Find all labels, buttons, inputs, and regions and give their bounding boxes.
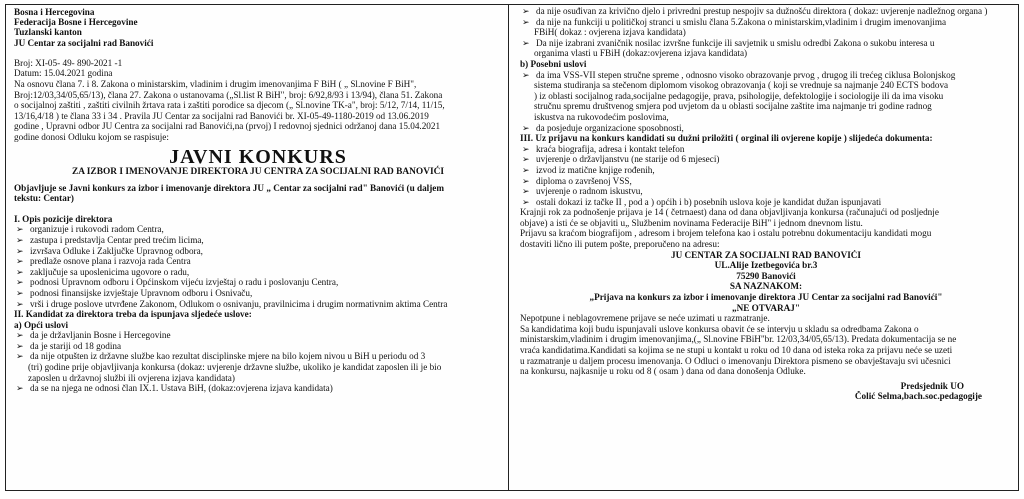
arrow-bullet-icon: ➢ xyxy=(16,245,24,256)
list-item: ➢ podnosi Upravnom odboru i Općinskom vijeću izvještaj o radu i poslovanju Centra, xyxy=(16,277,339,288)
list-item-continuation: FBiH( dokaz : ovjerena izjava kandidata) xyxy=(534,27,686,38)
preamble-line: Na osnovu člana 7. i 8. Zakona o ministarskim, vladinim i drugim imenovanjima F BiH ( „ Sl.novine F BiH", xyxy=(14,79,417,89)
address-line: JU CENTAR ZA SOCIJALNI RAD BANOVIĆI xyxy=(671,249,861,260)
document-date: Datum: 15.04.2021 godina xyxy=(14,68,113,79)
arrow-bullet-icon: ➢ xyxy=(16,351,24,362)
arrow-bullet-icon: ➢ xyxy=(16,383,24,394)
header-line: Federacija Bosne i Hercegovine xyxy=(14,17,138,28)
list-item: ➢ podnosi finansijske izvještaje Upravnom odboru i Osnivaču, xyxy=(16,287,253,298)
arrow-bullet-icon: ➢ xyxy=(522,37,530,48)
arrow-bullet-icon: ➢ xyxy=(522,154,530,165)
arrow-bullet-icon: ➢ xyxy=(522,186,530,197)
address-line: 75290 Banovići xyxy=(736,270,796,281)
section-2a-list-continued xyxy=(520,6,1012,59)
arrow-bullet-icon: ➢ xyxy=(16,330,24,341)
list-item: ➢ zaključuje sa uposlenicima ugovore o radu, xyxy=(16,266,190,277)
header-line: Bosna i Hercegovina xyxy=(14,7,95,17)
list-item: ➢ Da nije izabrani zvaničnik nosilac izvršne funkcije ili savjetnik u smislu odredbi Zakona o sukobu interesa u xyxy=(522,37,935,48)
submission-paragraph xyxy=(520,228,1012,249)
section-2-heading: II. Kandidat za direktora treba da ispunjava sljedeće uslove: xyxy=(14,309,252,320)
closing-paragraph xyxy=(520,313,1012,377)
section-2b-heading: b) Posebni uslovi xyxy=(520,58,587,69)
right-column xyxy=(510,5,1018,490)
section-2a-heading: a) Opći uslovi xyxy=(14,319,69,330)
paragraph-line: vraća kandidatima.Kandidati sa kojima se ne stupi u kontakt u roku od 10 dana od isteka roka za prijavu neće se uzeti xyxy=(520,345,953,355)
arrow-bullet-icon: ➢ xyxy=(16,224,24,235)
list-item-continuation: organima vlasti u FBiH (dokaz:ovjerena izjava kandidata) xyxy=(534,48,748,59)
paragraph-line: na konkursu, najkasnije u roku od 8 ( osam ) dana od dana donošenja Odluke. xyxy=(520,366,806,377)
address-line: „Prijava na konkurs za izbor i imenovanje direktora JU Centar za socijalni rad Banovići" xyxy=(589,292,943,303)
intro xyxy=(14,183,502,204)
preamble-line: o socijalnoj zaštiti , zaštiti civilnih žrtava rata i zaštiti porodice sa djecom („ Sl.novine TK-a", broj: 5/12, 7/14, 11/15, xyxy=(14,100,445,111)
arrow-bullet-icon: ➢ xyxy=(522,122,530,133)
arrow-bullet-icon: ➢ xyxy=(16,340,24,351)
list-item: ➢ kraća biografija, adresa i kontakt telefon xyxy=(522,143,685,154)
list-item: ➢ zastupa i predstavlja Centar pred trećim licima, xyxy=(16,234,204,245)
list-item: ➢ da posjeduje organizacione sposobnosti, xyxy=(522,122,684,133)
section-2a-list xyxy=(14,330,502,394)
list-item-continuation: (tri) godine prije objavljivanja konkursa (dokaz: uvjerenje državne službe, ukoliko je kandidat zaposlen ili je bio xyxy=(28,362,442,373)
reference-number: Broj: XI-05- 49- 890-2021 -1 xyxy=(14,57,123,68)
intro-line: tekstu: Centar) xyxy=(14,193,74,204)
list-item-continuation: zaposlen u državnoj službi ili ovjerena izjava kandidata) xyxy=(28,372,235,383)
list-item: ➢ diploma o završenoj VSS, xyxy=(522,175,632,186)
paragraph-line: Krajnji rok za podnošenje prijava je 14 ( četrnaest) dana od dana objavljivanja konkursa (računajući od posljednje xyxy=(520,207,939,218)
list-item: ➢ izvod iz matične knjige rođenih, xyxy=(522,164,655,175)
list-item: ➢ da nije osuđivan za krivično djelo i privredni prestup nespojiv sa dužnošću direktora ( dokaz: uvjerenje nadležnog organa ) xyxy=(522,6,988,16)
list-item: ➢ da je državljanin Bosne i Hercegovine xyxy=(16,330,171,341)
signatory-name: Čolić Selma,bach.soc.pedagogije xyxy=(854,391,982,402)
list-item: ➢ da ima VSS-VII stepen stručne spreme , odnosno visoko obrazovanje prvog , drugog ili trećeg ciklusa Bolonjskog xyxy=(522,69,956,80)
header-line: Tuzlanski kanton xyxy=(14,27,82,38)
paragraph-line: dostaviti lično ili putem pošte, preporučeno na adresu: xyxy=(520,239,720,250)
section-3-heading: III. Uz prijavu na konkurs kandidati su dužni priložiti ( orginal ili ovjerene kopije ) slijedeća dokumenta: xyxy=(520,133,933,144)
list-item-continuation: stručnu spremu društvenog smjera pod uvjetom da u oblasti socijalne zaštite ima najmanje tri godine radnog xyxy=(534,101,932,112)
list-item-continuation: sistema studiranja sa stečenom diplomom visokog obrazovanja ( koji se vrednuje sa najmanje 240 ECTS bodova xyxy=(534,80,949,91)
list-item: ➢ ostali dokazi iz tačke II , pod a ) općih i b) posebnih uslova koje je kandidat dužan ispunjavati xyxy=(522,196,882,207)
arrow-bullet-icon: ➢ xyxy=(16,234,24,245)
preamble xyxy=(14,79,502,143)
list-item: ➢ predlaže osnove plana i razvoja rada Centra xyxy=(16,256,191,267)
list-item: ➢ uvjerenje o državljanstvu (ne starije od 6 mjeseci) xyxy=(522,154,720,165)
preamble-line: godine , Upravni odbor JU Centra za socijalni rad Banovići,na (prvoj) I redovnoj sjednici održanoj dana 15.04.2021 xyxy=(14,121,441,132)
deadline-paragraph xyxy=(520,207,1012,228)
list-item: ➢ organizuje i rukovodi radom Centra, xyxy=(16,224,164,235)
preamble-line: godine donosi Odluku kojom se raspisuje: xyxy=(14,131,169,142)
arrow-bullet-icon: ➢ xyxy=(522,164,530,175)
signature-block xyxy=(520,381,1012,402)
document-subtitle: ZA IZBOR I IMENOVANJE DIREKTORA JU CENTRA ZA SOCIJALNI RAD BANOVIĆI xyxy=(71,166,445,177)
section-1-heading: I. Opis pozicije direktora xyxy=(14,213,113,224)
paragraph-line: ministarskim,vladinim i drugim imenovanjima,(„ Sl.novine FBiH"br. 12/03,34/05,65/13). Predata dokumentacija se ne xyxy=(520,334,957,345)
intro-line: Objavljuje se Javni konkurs za izbor i imenovanje direktora JU „ Centar za socijalni rad" Banovići (u daljem xyxy=(14,182,445,193)
arrow-bullet-icon: ➢ xyxy=(522,69,530,80)
list-item: ➢ da nije na funkciji u političkoj stranci u smislu člana 5.Zakona o ministarskim,vladinim i drugim imenovanjima xyxy=(522,16,947,27)
address-line: „NE OTVARAJ" xyxy=(732,302,800,313)
column-divider xyxy=(508,5,509,490)
paragraph-line: u razmatranje u daljem procesu imenovanja. O Odluci o imenovanju Direktora pismeno se obavještavaju svi učesnici xyxy=(520,355,951,366)
documents-list xyxy=(520,144,1012,208)
paragraph-line: Sa kandidatima koji budu ispunjavali uslove konkursa obavit će se intervju u skladu sa odredbama Zakona o xyxy=(520,323,919,334)
paragraph-line: Nepotpune i neblagovremene prijave se neće uzimati u razmatranje. xyxy=(520,313,770,324)
preamble-line: 13/16,4/18 ) te člana 33 i 34 . Pravila JU Centar za socijalni rad Banovići br. XI-05-49-1180-2019 od 13.06.2019 xyxy=(14,110,429,121)
address-line: UL.Alije Izetbegovića br.3 xyxy=(714,260,818,271)
document-title: JAVNI KONKURS xyxy=(169,145,347,168)
left-column xyxy=(6,5,508,490)
arrow-bullet-icon: ➢ xyxy=(522,175,530,186)
arrow-bullet-icon: ➢ xyxy=(16,287,24,298)
preamble-line: Broj:12/03,34/05,65/13), člana 27. Zakona o ustanovama („Sl.list R BiH", broj: 6/92,8/93 i 13/94), člana 51. Zakona xyxy=(14,89,443,100)
signatory-title: Predsjednik UO xyxy=(900,380,964,391)
arrow-bullet-icon: ➢ xyxy=(16,256,24,267)
arrow-bullet-icon: ➢ xyxy=(16,298,24,309)
list-item: ➢ da nije otpušten iz državne službe kao rezultat disciplinske mjere na bilo kojem nivou u BiH u periodu od 3 xyxy=(16,351,426,362)
arrow-bullet-icon: ➢ xyxy=(522,196,530,207)
paragraph-line: objave) a isti će se objaviti u„ Službenim novinama Federacije BiH" i jednom dnevnom listu. xyxy=(520,217,863,228)
arrow-bullet-icon: ➢ xyxy=(16,277,24,288)
arrow-bullet-icon: ➢ xyxy=(522,16,530,27)
address-line: SA NAZNAKOM: xyxy=(729,281,803,292)
list-item: ➢ da je stariji od 18 godina xyxy=(16,340,122,351)
paragraph-line: Prijavu sa kraćom biografijom , adresom i brojem telefona kao i ostalu potrebnu dokumentaciju kandidati mogu xyxy=(520,228,932,239)
section-1-list xyxy=(14,224,502,309)
list-item: ➢ vrši i druge poslove utvrđene Zakonom, Odlukom o osnivanju, pravilnicima i drugim normativnim aktima Centra xyxy=(16,298,448,309)
section-2b-list xyxy=(520,70,1012,134)
arrow-bullet-icon: ➢ xyxy=(16,266,24,277)
arrow-bullet-icon: ➢ xyxy=(522,6,530,16)
list-item-continuation: iskustva na rukovodećim poslovima, xyxy=(534,111,669,122)
document-page xyxy=(5,4,1019,491)
list-item: ➢ da se na njega ne odnosi član IX.1. Ustava BiH, (dokaz:ovjerena izjava kandidata) xyxy=(16,383,333,394)
arrow-bullet-icon: ➢ xyxy=(522,143,530,154)
list-item: ➢ izvršava Odluke i Zaključke Upravnog odbora, xyxy=(16,245,203,256)
list-item: ➢ uvjerenje o radnom iskustvu, xyxy=(522,186,643,197)
header-line: JU Centar za socijalni rad Banovići xyxy=(14,37,154,48)
issuer-header xyxy=(14,7,502,48)
list-item-continuation: ) iz oblasti socijalnog rada,socijalne pedagogije, prava, psihologije, defektologije i sociologije ili da ima visoku xyxy=(534,90,944,101)
mailing-address xyxy=(520,250,1012,314)
